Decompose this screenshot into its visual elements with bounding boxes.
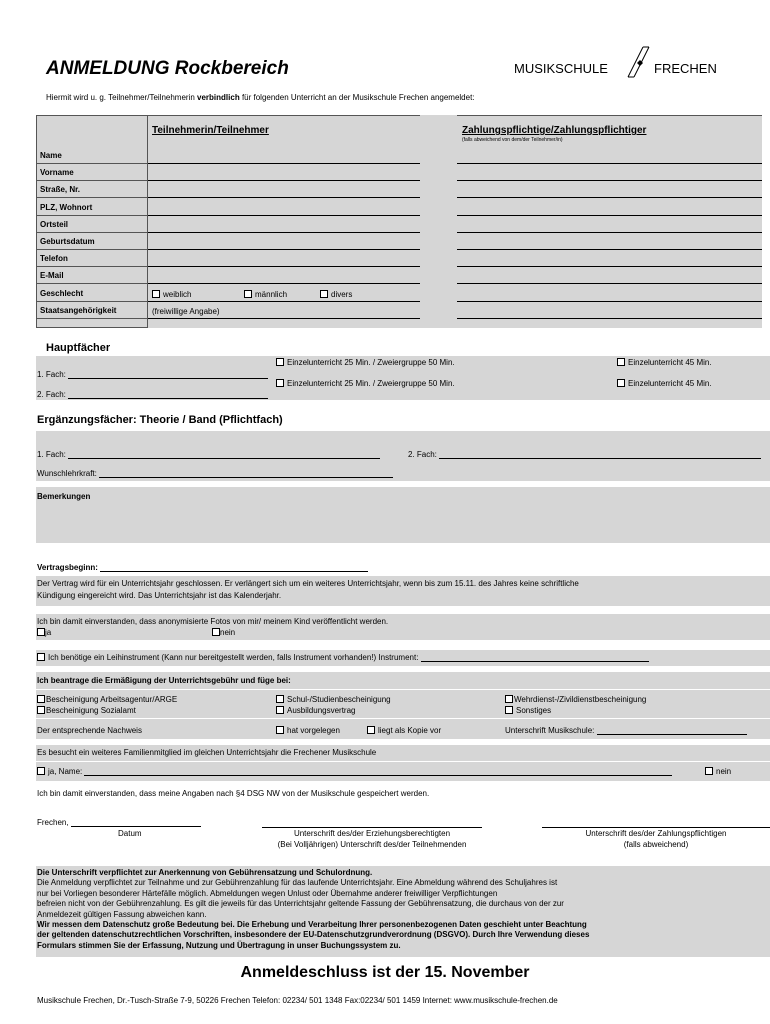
- familie-nein[interactable]: [705, 767, 731, 776]
- ergaenzung-fach-1-label: 1. Fach:: [37, 450, 66, 459]
- participant-field[interactable]: [148, 232, 420, 233]
- checkbox-icon[interactable]: [212, 628, 220, 636]
- familie-ja-label: ja, Name:: [48, 767, 83, 776]
- checkbox-icon[interactable]: [276, 726, 284, 734]
- payer-field[interactable]: [457, 249, 762, 250]
- signature-erz-1: Unterschrift des/der Erziehungsberechtigten: [293, 829, 451, 838]
- checkbox-icon[interactable]: [37, 767, 45, 775]
- payer-field[interactable]: [457, 283, 762, 284]
- deadline-notice: Anmeldeschluss ist der 15. November: [240, 964, 530, 981]
- fotos-ja-label: ja: [45, 628, 52, 637]
- signature-zahl-2: (falls abweichend): [623, 840, 689, 849]
- familie-text: Es besucht ein weiteres Familienmitglied im gleichen Unterrichtsjahr die Frechener Musikschule: [37, 748, 377, 757]
- logo-text-left: MUSIKSCHULE: [514, 61, 608, 76]
- fotos-text: Ich bin damit einverstanden, dass anonymisierte Fotos von mir/ meinem Kind veröffentlicht werden.: [37, 617, 389, 626]
- familie-nein-label: nein: [716, 767, 732, 776]
- hf-option-single-2[interactable]: [617, 379, 712, 388]
- checkbox-icon[interactable]: [705, 767, 713, 775]
- bemerkungen-label: Bemerkungen: [37, 492, 91, 501]
- gender-female-label: weiblich: [163, 290, 192, 299]
- participant-field[interactable]: [148, 283, 420, 284]
- ergaenzung-fach-1-input[interactable]: [68, 458, 380, 459]
- nachweis-vorgelegen[interactable]: [276, 726, 340, 735]
- signature-ort-label: Frechen,: [37, 818, 69, 827]
- gender-diverse-label: divers: [331, 290, 353, 299]
- checkbox-icon[interactable]: [37, 706, 45, 714]
- address-footer: Musikschule Frechen, Dr.-Tusch-Straße 7-9, 50226 Frechen Telefon: 02234/ 501 1348 Fax:02234/ 501 1459 Internet: www.musikschule-frechen.de: [37, 996, 558, 1005]
- erm-opt-2-label: Bescheinigung Sozialamt: [46, 706, 136, 715]
- nachweis-label: Der entsprechende Nachweis: [37, 726, 142, 735]
- hf-option-group-1[interactable]: [276, 358, 455, 367]
- erm-opt-2[interactable]: [37, 706, 136, 715]
- unterschrift-musikschule-label: Unterschrift Musikschule:: [505, 726, 595, 735]
- erm-opt-5[interactable]: [505, 695, 646, 704]
- hf-option-group-2[interactable]: [276, 379, 455, 388]
- fotos-nein-label: nein: [220, 628, 236, 637]
- checkbox-icon[interactable]: [320, 290, 328, 298]
- intro-text: [46, 93, 475, 102]
- signature-date-input[interactable]: [71, 826, 201, 827]
- fotos-ja[interactable]: [37, 628, 51, 637]
- personal-row-label: Telefon: [40, 254, 68, 264]
- participant-header: Teilnehmerin/Teilnehmer: [152, 125, 269, 136]
- participant-field[interactable]: [148, 266, 420, 267]
- payer-field[interactable]: [457, 266, 762, 267]
- personal-row-label: Name: [40, 151, 62, 160]
- payer-field[interactable]: [457, 318, 762, 319]
- hf-option-single-1-label: Einzelunterricht 45 Min.: [628, 358, 712, 367]
- intro-pre: Hiermit wird u. g. Teilnehmer/Teilnehmerin: [46, 93, 195, 102]
- participant-field[interactable]: [148, 163, 420, 164]
- gender-male[interactable]: [244, 290, 287, 299]
- musikschule-logo: [514, 45, 724, 79]
- wunschlehrkraft-label: Wunschlehrkraft:: [37, 469, 97, 478]
- leihinstrument-label: Ich benötige ein Leihinstrument (Kann nur bereitgestellt werden, falls Instrument vorhanden!) Instrument:: [48, 653, 419, 662]
- intro-bold: verbindlich: [197, 93, 240, 102]
- nachweis-vorgelegen-label: hat vorgelegen: [287, 726, 340, 735]
- checkbox-icon[interactable]: [244, 290, 252, 298]
- payer-field[interactable]: [457, 232, 762, 233]
- nachweis-kopie[interactable]: [367, 726, 441, 735]
- gender-female[interactable]: [152, 290, 191, 299]
- checkbox-icon[interactable]: [505, 695, 513, 703]
- checkbox-icon[interactable]: [276, 695, 284, 703]
- hauptfach-2-label: 2. Fach:: [37, 390, 66, 399]
- familie-name-input[interactable]: [84, 775, 672, 776]
- erm-opt-6[interactable]: [505, 706, 551, 715]
- terms-line-1: Die Anmeldung verpflichtet zur Teilnahme und zur Gebührenzahlung für das laufende Unterrichtsjahr. Eine Abmeldung während des Schuljahres ist: [37, 878, 558, 888]
- vertragsbeginn-input[interactable]: [100, 571, 368, 572]
- terms-line-2: nur bei Vorliegen besonderer Härtefälle möglich. Abmeldungen wegen Unlust oder Übernahme anderer freiwilliger Verpflichtungen: [37, 888, 498, 898]
- terms-text: [37, 868, 769, 951]
- checkbox-icon[interactable]: [276, 379, 284, 387]
- checkbox-icon[interactable]: [152, 290, 160, 298]
- terms-line-4: Anmeldezeit gültigen Fassung abweichen kann.: [37, 909, 207, 919]
- hauptfach-1-input[interactable]: [68, 378, 268, 379]
- payer-header: Zahlungspflichtige/Zahlungspflichtiger: [462, 125, 647, 136]
- ergaenzung-fach-2-label: 2. Fach:: [408, 450, 437, 459]
- signature-zahl-line[interactable]: [542, 827, 770, 828]
- dsg-consent: Ich bin damit einverstanden, dass meine Angaben nach §4 DSG NW von der Musikschule gespeichert werden.: [37, 789, 430, 798]
- checkbox-icon[interactable]: [505, 706, 513, 714]
- logo-text-right: FRECHEN: [654, 61, 717, 76]
- checkbox-icon[interactable]: [617, 358, 625, 366]
- erm-opt-1-label: Bescheinigung Arbeitsagentur/ARGE: [46, 695, 178, 704]
- checkbox-icon[interactable]: [276, 358, 284, 366]
- personal-row-label: Geschlecht: [40, 288, 84, 298]
- erm-opt-3[interactable]: [276, 695, 391, 704]
- erm-opt-1[interactable]: [37, 695, 177, 704]
- hf-option-group-1-label: Einzelunterricht 25 Min. / Zweiergruppe 50 Min.: [287, 358, 455, 367]
- logo-mark-icon: [624, 45, 654, 79]
- terms-bold-3: der geltenden datenschutzrechtlichen Vorschriften, insbesondere der EU-Datenschutzgrundverordnung (DSGVO). Durch Ihre Verwendung dieses: [37, 930, 590, 940]
- payer-field[interactable]: [457, 197, 762, 198]
- checkbox-icon[interactable]: [37, 653, 45, 661]
- terms-bold-4: Formulars stimmen Sie der Erfassung, Nutzung und Übertragung in unser Buchungssystem zu.: [37, 940, 401, 950]
- unterschrift-musikschule: [505, 726, 747, 735]
- checkbox-icon[interactable]: [276, 706, 284, 714]
- participant-field[interactable]: [148, 180, 420, 181]
- page-title: ANMELDUNG Rockbereich: [46, 58, 289, 79]
- gender-diverse[interactable]: [320, 290, 352, 299]
- terms-line-3: befreien nicht von der Gebührenzahlung. Es gilt die jeweils für das Unterrichtsjahr geltende Fassung der Gebührensatzung, die durchaus von der zur: [37, 899, 564, 909]
- hauptfach-1-label: 1. Fach:: [37, 370, 66, 379]
- wunschlehrkraft-input[interactable]: [99, 477, 393, 478]
- hauptfaecher-title: Hauptfächer: [46, 342, 111, 354]
- hf-option-single-1[interactable]: [617, 358, 712, 367]
- vertragsbeginn-label: Vertragsbeginn:: [37, 563, 98, 572]
- signature-erz-line[interactable]: [262, 827, 482, 828]
- personal-row-label: Geburtsdatum: [40, 237, 95, 246]
- ergaenzung-fach-1: [37, 450, 380, 459]
- signature-datum: Datum: [118, 829, 142, 838]
- hauptfach-2: [37, 390, 268, 399]
- erm-opt-3-label: Schul-/Studienbescheinigung: [287, 695, 391, 704]
- participant-field[interactable]: [148, 318, 420, 319]
- personal-row-label: PLZ, Wohnort: [40, 202, 93, 212]
- payer-field[interactable]: [457, 163, 762, 164]
- personal-row-label: E-Mail: [40, 271, 64, 281]
- erm-opt-4[interactable]: [276, 706, 355, 715]
- erm-opt-5-label: Wehrdienst-/Zivildienstbescheinigung: [514, 695, 647, 704]
- vertrag-text-1: Der Vertrag wird für ein Unterrichtsjahr geschlossen. Er verlängert sich um ein weiteres Unterrichtsjahr, wenn bis zum 15.11. des Jahres keine schriftliche: [37, 579, 579, 588]
- checkbox-icon[interactable]: [37, 628, 45, 636]
- signature-ort: [37, 818, 201, 827]
- participant-field[interactable]: [148, 301, 420, 302]
- hauptfach-1: [37, 370, 268, 379]
- hf-option-group-2-label: Einzelunterricht 25 Min. / Zweiergruppe 50 Min.: [287, 379, 455, 388]
- erm-opt-6-label: Sonstiges: [516, 706, 552, 715]
- leihinstrument: [37, 653, 649, 662]
- personal-row-label: Vorname: [40, 168, 74, 178]
- erm-opt-4-label: Ausbildungsvertrag: [287, 706, 356, 715]
- ergaenzung-fach-2-input[interactable]: [439, 458, 761, 459]
- signature-zahl-1: Unterschrift des/der Zahlungspflichtigen: [585, 829, 727, 838]
- terms-bold-1: Die Unterschrift verpflichtet zur Anerkennung von Gebührensatzung und Schulordnung.: [37, 868, 373, 877]
- terms-bold-2: Wir messen dem Datenschutz große Bedeutung bei. Die Erhebung und Verarbeitung Ihrer personenbezogenen Daten geschieht unter Beachtung: [37, 920, 587, 930]
- nationality-note: (freiwillige Angabe): [152, 307, 220, 316]
- payer-field[interactable]: [457, 301, 762, 302]
- gender-male-label: männlich: [255, 290, 288, 299]
- leihinstrument-input[interactable]: [421, 661, 649, 662]
- ermaessigung-title: Ich beantrage die Ermäßigung der Unterrichtsgebühr und füge bei:: [37, 676, 291, 685]
- familie-ja[interactable]: [37, 767, 672, 776]
- nachweis-kopie-label: liegt als Kopie vor: [378, 726, 442, 735]
- payer-subheader: (falls abweichend von dem/der Teilnehmer/in): [462, 137, 563, 143]
- checkbox-icon[interactable]: [617, 379, 625, 387]
- hf-option-single-2-label: Einzelunterricht 45 Min.: [628, 379, 712, 388]
- participant-field[interactable]: [148, 197, 420, 198]
- personal-row-label: Staatsangehörigkeit: [40, 305, 117, 315]
- participant-field[interactable]: [148, 215, 420, 216]
- hauptfach-2-input[interactable]: [68, 398, 268, 399]
- ergaenzung-fach-2: [408, 450, 761, 459]
- vertrag-text-2: Kündigung eingereicht wird. Das Unterrichtsjahr ist das Kalenderjahr.: [37, 591, 282, 600]
- payer-field[interactable]: [457, 215, 762, 216]
- checkbox-icon[interactable]: [37, 695, 45, 703]
- fotos-nein[interactable]: [212, 628, 235, 637]
- unterschrift-musikschule-input[interactable]: [597, 734, 747, 735]
- wunschlehrkraft: [37, 469, 393, 478]
- participant-field[interactable]: [148, 249, 420, 250]
- vertragsbeginn: [37, 563, 368, 572]
- signature-erz-2: (Bei Volljährigen) Unterschrift des/der Teilnehmenden: [277, 840, 467, 849]
- checkbox-icon[interactable]: [367, 726, 375, 734]
- intro-post: für folgenden Unterricht an der Musikschule Frechen angemeldet:: [241, 93, 475, 102]
- bemerkungen-band[interactable]: [36, 487, 770, 543]
- personal-row-label: Straße, Nr.: [40, 185, 81, 195]
- personal-row-label: Ortsteil: [40, 219, 69, 229]
- payer-field[interactable]: [457, 180, 762, 181]
- ergaenzung-title: Ergänzungsfächer: Theorie / Band (Pflichtfach): [37, 414, 283, 426]
